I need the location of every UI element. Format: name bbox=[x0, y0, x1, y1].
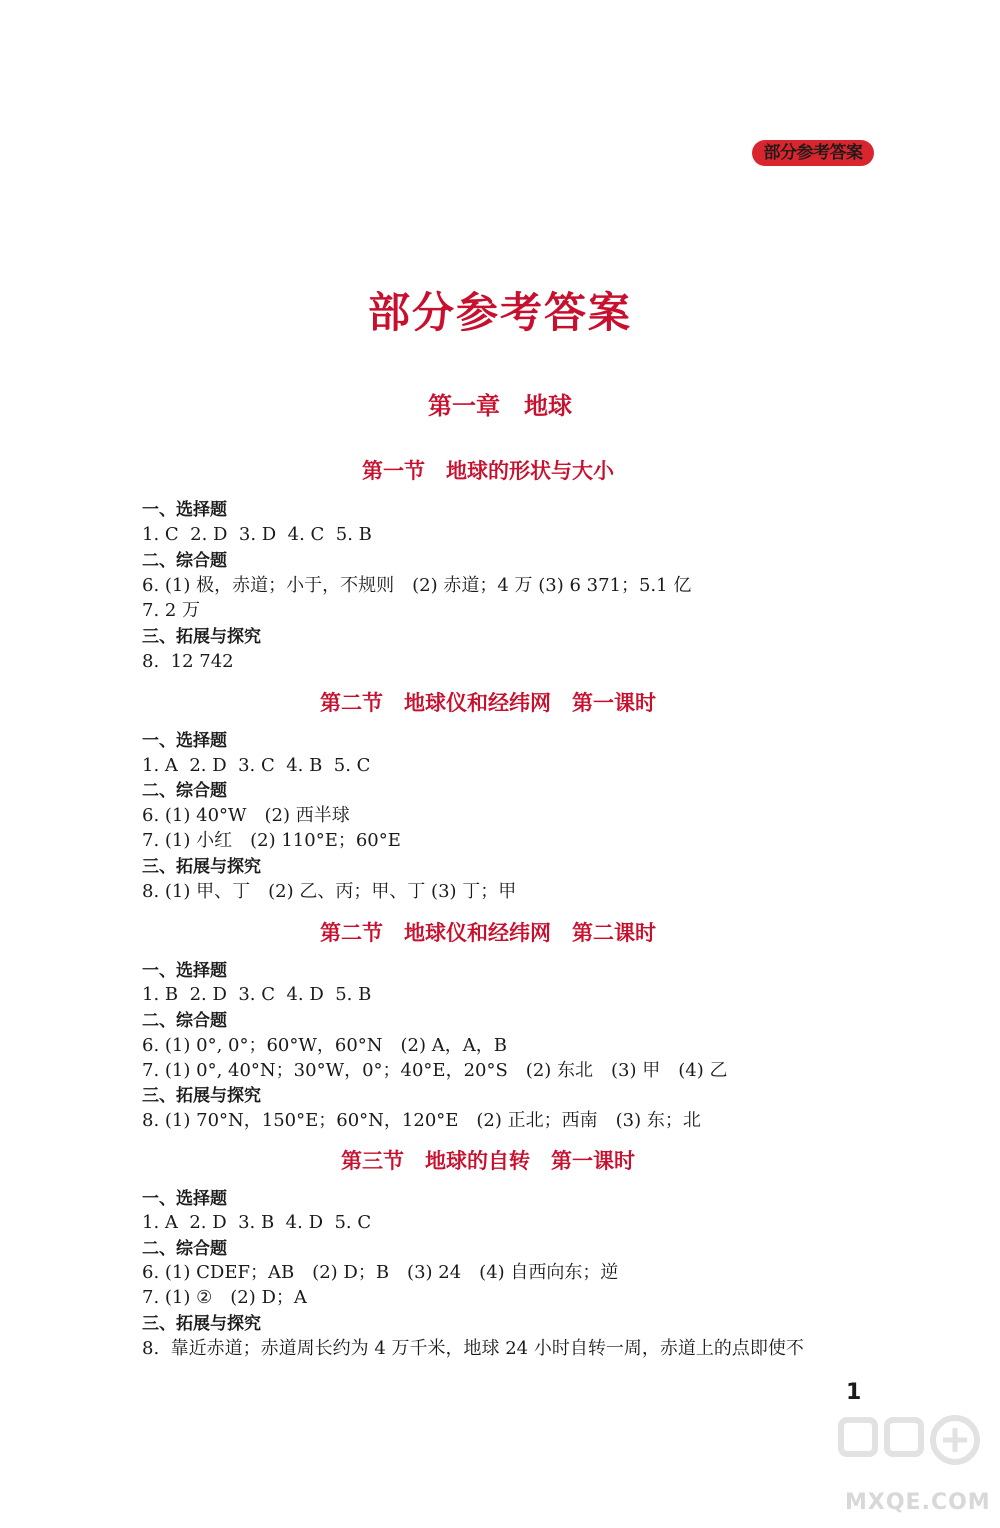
answer-line: 8. (1) 70°N，150°E；60°N，120°E (2) 正北；西南 (3) 东；北 bbox=[142, 1110, 701, 1131]
answer-line: 7. 2 万 bbox=[142, 600, 201, 621]
answer-line: 6. (1) 极，赤道；小于，不规则 (2) 赤道；4 万 (3) 6 371；5.1 亿 bbox=[142, 575, 692, 596]
question-heading: 一、选择题 bbox=[142, 731, 227, 751]
section-title: 第二节 地球仪和经纬网 第一课时 bbox=[320, 691, 656, 715]
question-heading: 一、选择题 bbox=[142, 961, 227, 981]
page-number: 1 bbox=[846, 1380, 862, 1405]
answer-line: 8. (1) 甲、丁 (2) 乙、丙；甲、丁 (3) 丁；甲 bbox=[142, 881, 517, 902]
answer-line: 8. 靠近赤道；赤道周长约为 4 万千米，地球 24 小时自转一周，赤道上的点即使不 bbox=[142, 1338, 804, 1359]
answer-line: 6. (1) CDEF；AB (2) D；B (3) 24 (4) 自西向东；逆 bbox=[142, 1262, 619, 1283]
answer-line: 8. 12 742 bbox=[142, 651, 234, 672]
watermark-text: MXQE.COM bbox=[845, 1490, 991, 1515]
answer-line: 1. A 2. D 3. C 4. B 5. C bbox=[142, 755, 371, 776]
question-heading: 三、拓展与探究 bbox=[142, 1314, 261, 1334]
question-heading: 三、拓展与探究 bbox=[142, 1086, 261, 1106]
chapter-title: 第一章 地球 bbox=[428, 392, 572, 420]
section-title: 第一节 地球的形状与大小 bbox=[362, 459, 614, 483]
page-title: 部分参考答案 bbox=[367, 288, 632, 337]
question-heading: 三、拓展与探究 bbox=[142, 857, 261, 877]
answer-line: 1. C 2. D 3. D 4. C 5. B bbox=[142, 524, 372, 545]
section-title: 第三节 地球的自转 第一课时 bbox=[341, 1149, 635, 1173]
header-tab-badge: 部分参考答案 bbox=[752, 140, 874, 166]
answer-line: 7. (1) 0°, 40°N；30°W，0°；40°E，20°S (2) 东北 (3) 甲 (4) 乙 bbox=[142, 1060, 728, 1081]
answer-line: 6. (1) 0°, 0°；60°W，60°N (2) A，A，B bbox=[142, 1035, 507, 1056]
question-heading: 二、综合题 bbox=[142, 1239, 227, 1259]
question-heading: 三、拓展与探究 bbox=[142, 627, 261, 647]
question-heading: 一、选择题 bbox=[142, 500, 227, 520]
question-heading: 二、综合题 bbox=[142, 551, 227, 571]
question-heading: 一、选择题 bbox=[142, 1189, 227, 1209]
answer-line: 7. (1) 小红 (2) 110°E；60°E bbox=[142, 830, 401, 851]
answer-line: 1. B 2. D 3. C 4. D 5. B bbox=[142, 984, 372, 1005]
answer-line: 1. A 2. D 3. B 4. D 5. C bbox=[142, 1212, 372, 1233]
question-heading: 二、综合题 bbox=[142, 781, 227, 801]
answer-line: 6. (1) 40°W (2) 西半球 bbox=[142, 805, 350, 826]
question-heading: 二、综合题 bbox=[142, 1011, 227, 1031]
answer-line: 7. (1) ② (2) D；A bbox=[142, 1287, 307, 1308]
section-title: 第二节 地球仪和经纬网 第二课时 bbox=[320, 921, 656, 945]
